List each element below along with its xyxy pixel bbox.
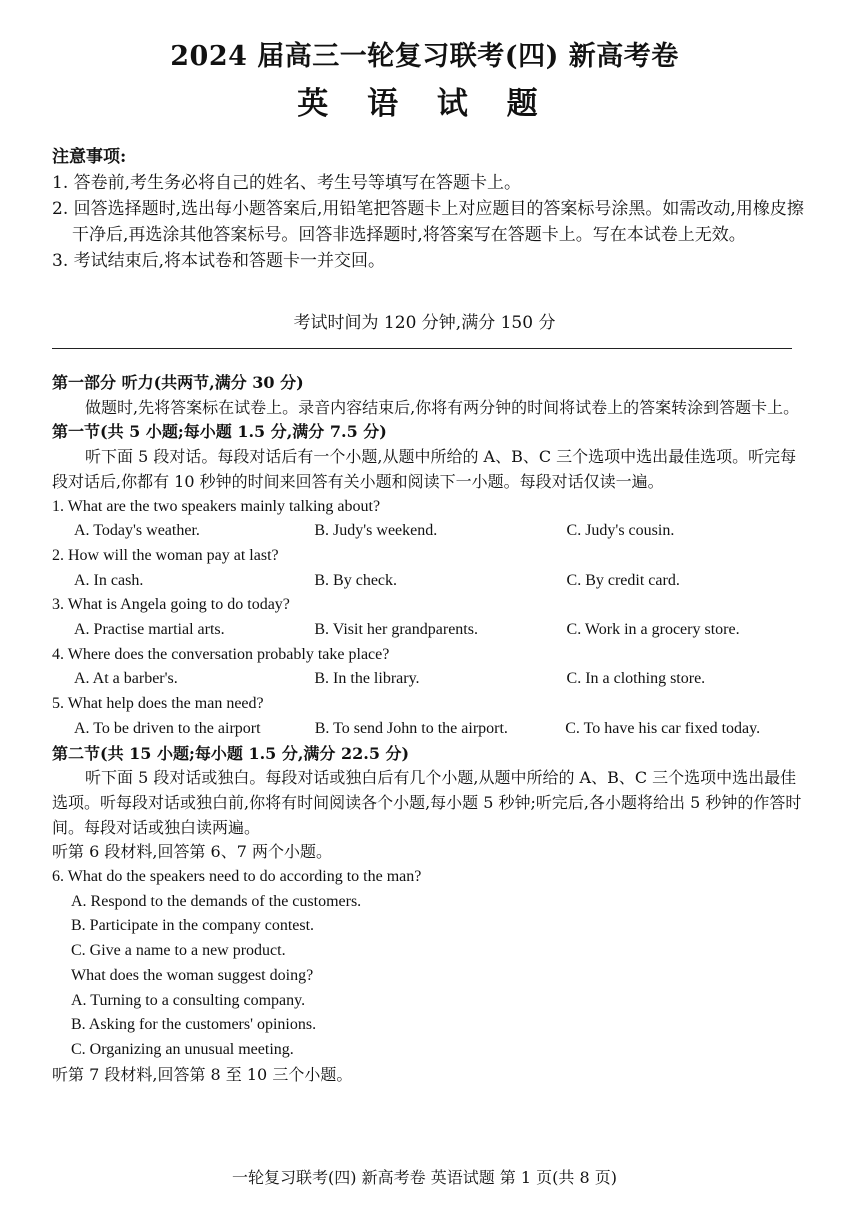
question-stem: 1. What are the two speakers mainly talking about? — [52, 497, 381, 515]
question-options — [52, 519, 802, 544]
time-limit: 考试时间为 120 分钟,满分 150 分 — [293, 313, 556, 333]
option-c: C. By credit card. — [566, 571, 680, 589]
option-b: B. Judy's weekend. — [314, 522, 438, 540]
question-options — [52, 569, 802, 594]
section2-intro: 听下面 5 段对话或独白。每段对话或独白后有几个小题,从题中所给的 A、B、C 三个选项中选出最佳选项。听每段对话或独白前,你将有时间阅读各个小题,每小题 5 秒钟;听完后,各小题将给出 5 秒钟的作答时间。每段对话或独白读两遍。 — [52, 768, 802, 837]
option-c: C. To have his car fixed today. — [565, 719, 761, 737]
option-b: B. By check. — [314, 571, 398, 589]
option-c: C. Organizing an unusual meeting. — [71, 1040, 294, 1058]
notes-section — [52, 144, 812, 274]
option-c: C. Give a name to a new product. — [71, 942, 286, 960]
section1-intro: 听下面 5 段对话。每段对话后有一个小题,从题中所给的 A、B、C 三个选项中选出最佳选项。听完每段对话后,你都有 10 秒钟的时间来回答有关小题和阅读下一小题。每段对话仅读一遍。 — [52, 447, 797, 491]
option-b: B. Visit her grandparents. — [314, 621, 478, 639]
material-instruction: 听第 7 段材料,回答第 8 至 10 三个小题。 — [52, 1064, 353, 1084]
option-a: A. At a barber's. — [74, 670, 178, 688]
question-stem: 2. How will the woman pay at last? — [52, 546, 279, 564]
question-options — [52, 717, 802, 742]
option-b: B. Participate in the company contest. — [71, 917, 315, 935]
question-options — [52, 618, 802, 643]
option-c: C. Judy's cousin. — [566, 522, 675, 540]
part1-intro: 做题时,先将答案标在试卷上。录音内容结束后,你将有两分钟的时间将试卷上的答案转涂到答题卡上。 — [85, 397, 800, 417]
question-stem: 3. What is Angela going to do today? — [52, 596, 290, 614]
option-c: C. In a clothing store. — [566, 670, 706, 688]
option-a: A. In cash. — [74, 571, 144, 589]
option-b: B. In the library. — [314, 670, 420, 688]
option-a: A. Turning to a consulting company. — [71, 991, 306, 1009]
question-stem: 6. What do the speakers need to do according to the man? — [52, 868, 422, 886]
exam-title: 2024 届高三一轮复习联考(四) 新高考卷 — [170, 41, 679, 72]
section2-heading: 第二节(共 15 小题;每小题 1.5 分,满分 22.5 分) — [52, 743, 410, 763]
option-b: B. To send John to the airport. — [314, 719, 508, 737]
question-stem: What does the woman suggest doing? — [71, 966, 314, 984]
part1-section — [52, 371, 802, 1087]
option-a: A. To be driven to the airport — [74, 719, 261, 737]
divider — [52, 348, 792, 349]
page-footer: 一轮复习联考(四) 新高考卷 英语试题 第 1 页(共 8 页) — [232, 1168, 617, 1187]
note-item: 1. 答卷前,考生务必将自己的姓名、考生号等填写在答题卡上。 — [52, 173, 522, 193]
part1-heading: 第一部分 听力(共两节,满分 30 分) — [52, 373, 304, 392]
option-a: A. Today's weather. — [74, 522, 200, 540]
notes-heading: 注意事项: — [52, 147, 127, 167]
note-item: 3. 考试结束后,将本试卷和答题卡一并交回。 — [52, 251, 386, 271]
subject-title: 英 语 试 题 — [297, 86, 552, 122]
question-options — [52, 667, 802, 692]
option-c: C. Work in a grocery store. — [566, 621, 740, 639]
question-stem: 5. What help does the man need? — [52, 695, 264, 713]
material-instruction: 听第 6 段材料,回答第 6、7 两个小题。 — [52, 842, 332, 862]
section1-heading: 第一节(共 5 小题;每小题 1.5 分,满分 7.5 分) — [52, 422, 387, 442]
question-stem: 4. Where does the conversation probably take place? — [52, 645, 390, 663]
option-a: A. Respond to the demands of the customers. — [71, 892, 362, 910]
option-a: A. Practise martial arts. — [74, 621, 225, 639]
note-item: 2. 回答选择题时,选出每小题答案后,用铅笔把答题卡上对应题目的答案标号涂黑。如需改动,用橡皮擦干净后,再选涂其他答案标号。回答非选择题时,将答案写在答题卡上。写在本试卷上无效。 — [52, 199, 804, 245]
option-b: B. Asking for the customers' opinions. — [71, 1016, 317, 1034]
